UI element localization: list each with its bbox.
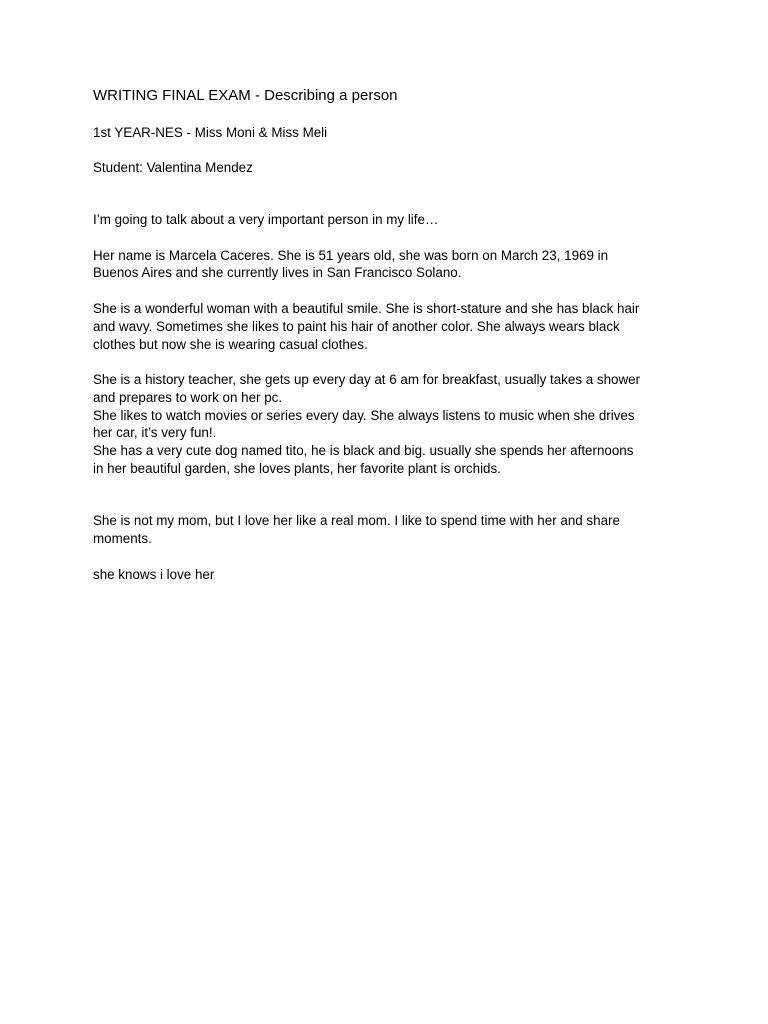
paragraph-relationship: She is not my mom, but I love her like a real mom. I like to spend time with her and share moments. xyxy=(93,513,620,547)
course-line: 1st YEAR-NES - Miss Moni & Miss Meli xyxy=(93,125,328,140)
paragraph-appearance: She is a wonderful woman with a beautiful smile. She is short-stature and she has black hair and wavy. Sometimes she likes to paint his hair of another color. She always wears black clothes but now she is wearing casual clothes. xyxy=(93,301,640,352)
document-title: WRITING FINAL EXAM - Describing a person xyxy=(93,87,398,104)
paragraph-intro: I’m going to talk about a very important person in my life… xyxy=(93,212,439,227)
paragraph-routine: She is a history teacher, she gets up every day at 6 am for breakfast, usually takes a shower and prepares to work on her pc. She likes to watch movies or series every day. She always listens to music when she drives her car, it’s very fun!. She has a very cute dog named tito, he is black and big. usually she spends her afternoons in her beautiful garden, she loves plants, her favorite plant is orchids. xyxy=(93,372,641,476)
document-body xyxy=(93,87,683,602)
paragraph-name-age: Her name is Marcela Caceres. She is 51 years old, she was born on March 23, 1969 in Buenos Aires and she currently lives in San Francisco Solano. xyxy=(93,247,609,281)
student-line: Student: Valentina Mendez xyxy=(93,160,253,175)
paragraph-closing: she knows i love her xyxy=(93,566,215,582)
